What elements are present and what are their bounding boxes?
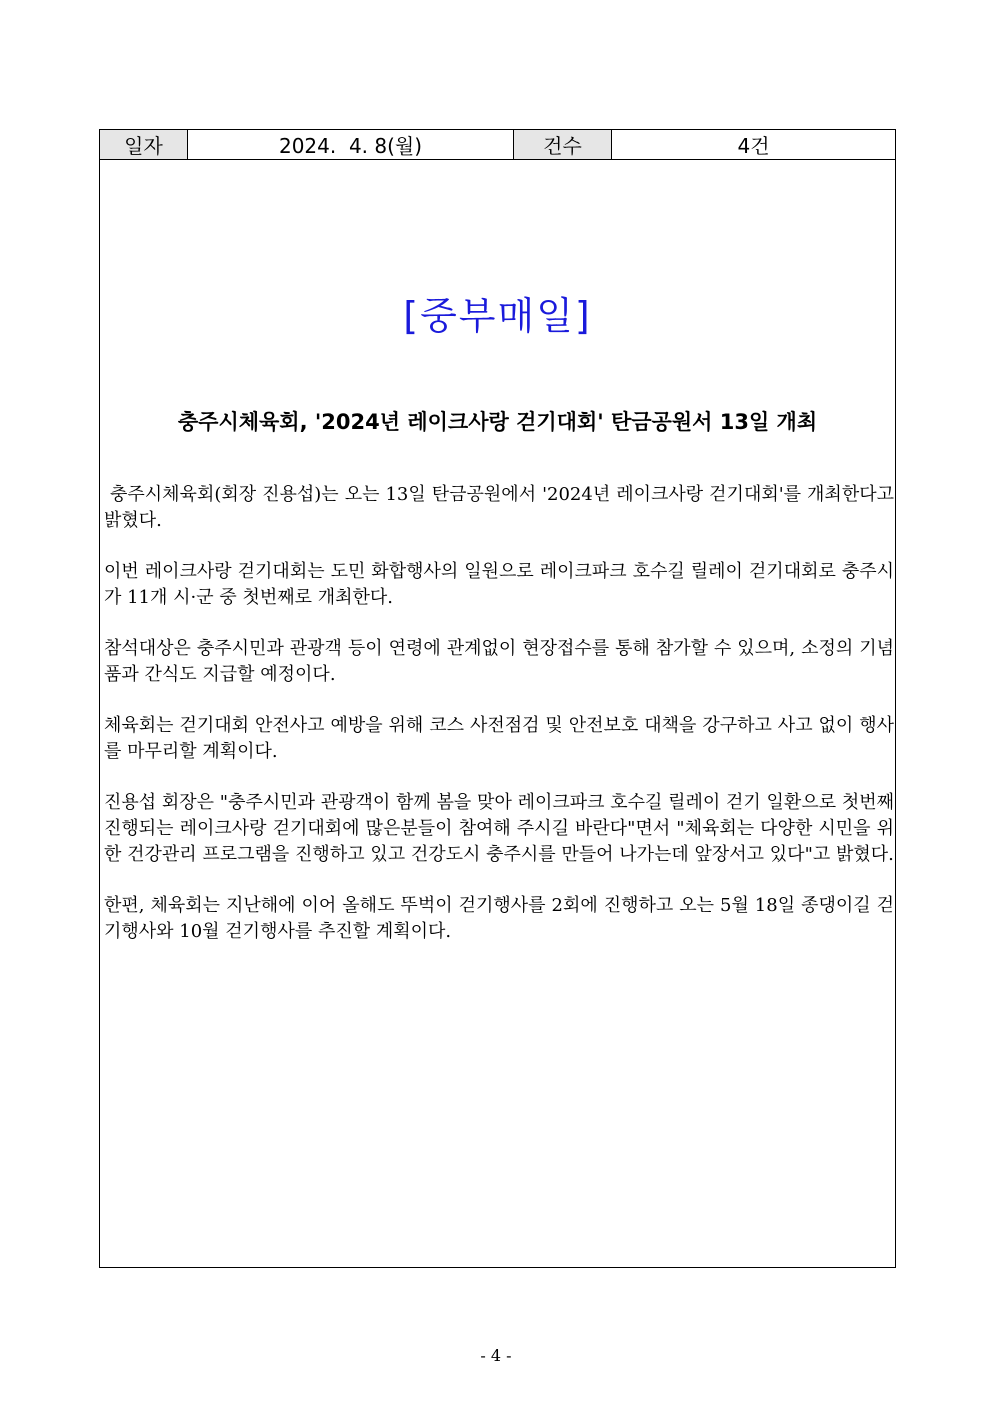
count-label: 건수 <box>513 130 611 159</box>
date-label: 일자 <box>100 130 187 159</box>
article-paragraph: 이번 레이크사랑 걷기대회는 도민 화합행사의 일원으로 레이크파크 호수길 릴레이 걷기대회로 충주시가 11개 시·군 중 첫번째로 개최한다. <box>104 561 894 608</box>
article-body <box>104 482 900 970</box>
info-header-row <box>100 130 895 160</box>
article-paragraph: 충주시체육회(회장 진용섭)는 오는 13일 탄금공원에서 '2024년 레이크사랑 걷기대회'를 개최한다고 밝혔다. <box>104 484 900 531</box>
date-value: 2024. 4. 8(월) <box>187 130 513 159</box>
article-paragraph: 진용섭 회장은 "충주시민과 관광객이 함께 봄을 맞아 레이크파크 호수길 릴레이 걷기 일환으로 첫번째 진행되는 레이크사랑 걷기대회에 많은분들이 참여해 주시길 바란다"면서 "체육회는 다양한 시민을 위한 건강관리 프로그램을 진행하고 있고 건강도시 충주시를 만들어 나가는데 앞장서고 있다"고 밝혔다. <box>104 792 894 865</box>
article-headline: 충주시체육회, '2024년 레이크사랑 걷기대회' 탄금공원서 13일 개최 <box>177 410 818 434</box>
article-paragraph: 한편, 체육회는 지난해에 이어 올해도 뚜벅이 걷기행사를 2회에 진행하고 오는 5월 18일 종댕이길 걷기행사와 10월 걷기행사를 추진할 계획이다. <box>104 895 894 942</box>
count-value: 4건 <box>611 130 895 159</box>
article-frame <box>99 129 900 1268</box>
article-paragraph: 체육회는 걷기대회 안전사고 예방을 위해 코스 사전점검 및 안전보호 대책을 강구하고 사고 없이 행사를 마무리할 계획이다. <box>104 715 894 762</box>
page-number: - 4 - <box>480 1346 512 1365</box>
newspaper-source: [중부매일] <box>403 294 592 338</box>
article-paragraph: 참석대상은 충주시민과 관광객 등이 연령에 관계없이 현장접수를 통해 참가할 수 있으며, 소정의 기념품과 간식도 지급할 예정이다. <box>104 638 894 685</box>
